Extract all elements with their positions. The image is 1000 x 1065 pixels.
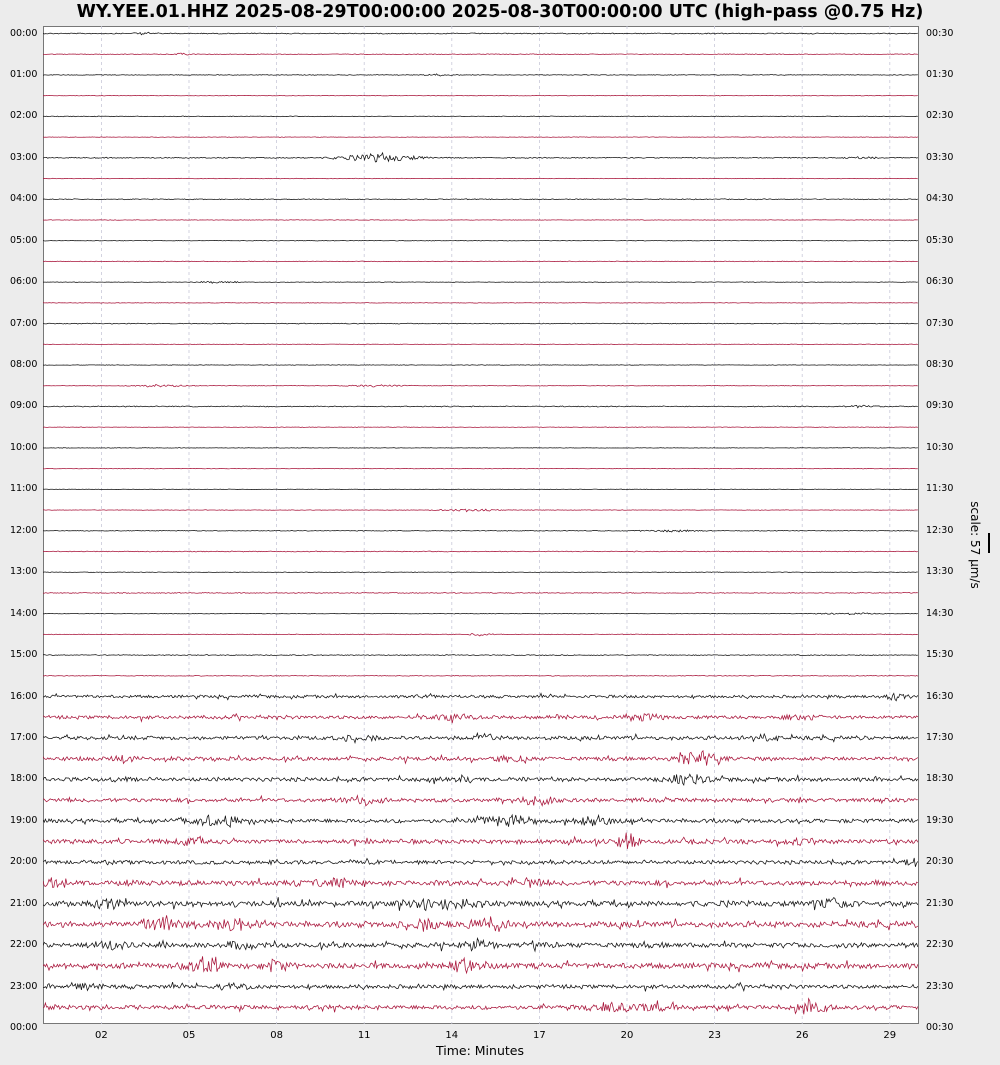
row-label-left: 23:00 bbox=[10, 980, 38, 992]
row-label-right: 14:30 bbox=[926, 607, 954, 619]
x-tick-label: 26 bbox=[795, 1030, 809, 1041]
trace-row-12 bbox=[43, 281, 918, 283]
trace-row-46 bbox=[43, 982, 918, 991]
trace-row-6 bbox=[43, 153, 918, 162]
row-label-left: 18:00 bbox=[10, 773, 38, 785]
trace-row-19 bbox=[43, 427, 918, 428]
row-label-right: 10:30 bbox=[926, 441, 954, 453]
trace-row-34 bbox=[43, 733, 918, 742]
row-label-right: 08:30 bbox=[926, 359, 954, 371]
trace-row-32 bbox=[43, 693, 918, 700]
trace-row-40 bbox=[43, 858, 918, 867]
row-label-right: 09:30 bbox=[926, 400, 954, 412]
row-label-left: 03:00 bbox=[10, 151, 38, 163]
trace-row-27 bbox=[43, 592, 918, 593]
row-label-right: 05:30 bbox=[926, 234, 954, 246]
row-label-left: 07:00 bbox=[10, 317, 38, 329]
trace-row-28 bbox=[43, 613, 918, 615]
trace-row-1 bbox=[43, 53, 918, 55]
trace-row-43 bbox=[43, 915, 918, 931]
trace-row-45 bbox=[43, 956, 918, 973]
trace-row-10 bbox=[43, 240, 918, 241]
trace-row-30 bbox=[43, 655, 918, 656]
x-tick-label: 20 bbox=[620, 1030, 634, 1041]
row-label-right: 21:30 bbox=[926, 897, 954, 909]
trace-row-29 bbox=[43, 634, 918, 636]
vertical-gridlines bbox=[101, 26, 889, 1024]
trace-row-11 bbox=[43, 261, 918, 262]
trace-row-2 bbox=[43, 74, 918, 76]
trace-row-7 bbox=[43, 178, 918, 179]
row-label-right: 07:30 bbox=[926, 317, 954, 329]
row-label-left: 22:00 bbox=[10, 939, 38, 951]
row-label-right: 23:30 bbox=[926, 980, 954, 992]
trace-row-37 bbox=[43, 796, 918, 806]
row-label-left: 02:00 bbox=[10, 110, 38, 122]
row-label-right: 18:30 bbox=[926, 773, 954, 785]
trace-row-8 bbox=[43, 199, 918, 200]
row-label-right: 04:30 bbox=[926, 193, 954, 205]
row-label-right: 20:30 bbox=[926, 856, 954, 868]
x-axis-label: Time: Minutes bbox=[436, 1043, 524, 1058]
row-label-right: 00:30 bbox=[926, 27, 954, 39]
x-tick-label: 11 bbox=[357, 1030, 371, 1041]
scale-bar bbox=[988, 533, 990, 553]
trace-row-9 bbox=[43, 220, 918, 221]
seismogram-traces bbox=[43, 26, 919, 1024]
row-label-left: 19:00 bbox=[10, 814, 38, 826]
x-tick-label: 08 bbox=[270, 1030, 283, 1041]
row-label-right: 11:30 bbox=[926, 483, 954, 495]
trace-row-42 bbox=[43, 897, 918, 911]
trace-row-14 bbox=[43, 323, 918, 324]
x-tick-label: 02 bbox=[95, 1030, 108, 1041]
row-label-left: 20:00 bbox=[10, 856, 38, 868]
row-label-right: 17:30 bbox=[926, 731, 954, 743]
trace-row-33 bbox=[43, 714, 918, 723]
row-label-left: 10:00 bbox=[10, 441, 38, 453]
row-label-right: 00:30 bbox=[926, 1022, 954, 1034]
trace-rows bbox=[43, 32, 918, 1014]
row-label-left: 16:00 bbox=[10, 690, 38, 702]
row-label-left: 01:00 bbox=[10, 68, 38, 80]
row-label-right: 12:30 bbox=[926, 524, 954, 536]
scale-label: scale: 57 µm/s bbox=[968, 501, 982, 589]
trace-row-22 bbox=[43, 489, 918, 490]
row-label-right: 06:30 bbox=[926, 276, 954, 288]
x-tick-label: 29 bbox=[883, 1030, 897, 1041]
x-tick-label: 05 bbox=[182, 1030, 196, 1041]
chart-title: WY.YEE.01.HHZ 2025-08-29T00:00:00 2025-08-30T00:00:00 UTC (high-pass @0.75 Hz) bbox=[76, 2, 924, 22]
trace-row-13 bbox=[43, 303, 918, 304]
trace-row-39 bbox=[43, 833, 918, 849]
trace-row-47 bbox=[43, 999, 918, 1015]
trace-row-17 bbox=[43, 384, 918, 387]
trace-row-5 bbox=[43, 137, 918, 138]
trace-row-25 bbox=[43, 551, 918, 552]
trace-row-26 bbox=[43, 572, 918, 573]
row-label-left: 08:00 bbox=[10, 359, 38, 371]
x-tick-label: 14 bbox=[445, 1030, 459, 1041]
trace-row-38 bbox=[43, 815, 918, 827]
row-label-right: 03:30 bbox=[926, 151, 954, 163]
row-label-left: 21:00 bbox=[10, 897, 38, 909]
row-label-left: 11:00 bbox=[10, 483, 38, 495]
trace-row-31 bbox=[43, 675, 918, 676]
row-label-left: 00:00 bbox=[10, 1022, 38, 1034]
trace-row-3 bbox=[43, 95, 918, 96]
trace-row-23 bbox=[43, 509, 918, 512]
row-label-right: 13:30 bbox=[926, 566, 954, 578]
trace-row-44 bbox=[43, 938, 918, 951]
row-label-right: 02:30 bbox=[926, 110, 954, 122]
row-label-left: 05:00 bbox=[10, 234, 38, 246]
row-label-left: 12:00 bbox=[10, 524, 38, 536]
row-label-right: 01:30 bbox=[926, 68, 954, 80]
trace-row-21 bbox=[43, 468, 918, 469]
trace-row-35 bbox=[43, 751, 918, 766]
row-label-left: 06:00 bbox=[10, 276, 38, 288]
row-label-left: 15:00 bbox=[10, 649, 38, 661]
row-label-left: 04:00 bbox=[10, 193, 38, 205]
trace-row-0 bbox=[43, 32, 918, 34]
trace-row-36 bbox=[43, 774, 918, 785]
row-label-right: 19:30 bbox=[926, 814, 954, 826]
trace-row-41 bbox=[43, 877, 918, 888]
row-label-left: 13:00 bbox=[10, 566, 38, 578]
row-label-left: 09:00 bbox=[10, 400, 38, 412]
trace-row-16 bbox=[43, 365, 918, 366]
trace-row-20 bbox=[43, 448, 918, 449]
row-label-right: 22:30 bbox=[926, 939, 954, 951]
x-tick-label: 23 bbox=[708, 1030, 721, 1041]
x-tick-label: 17 bbox=[533, 1030, 546, 1041]
trace-row-4 bbox=[43, 116, 918, 117]
row-label-left: 14:00 bbox=[10, 607, 38, 619]
row-label-right: 15:30 bbox=[926, 649, 954, 661]
row-label-right: 16:30 bbox=[926, 690, 954, 702]
trace-row-24 bbox=[43, 530, 918, 532]
trace-row-15 bbox=[43, 344, 918, 345]
trace-row-18 bbox=[43, 405, 918, 408]
row-label-left: 00:00 bbox=[10, 27, 38, 39]
row-label-left: 17:00 bbox=[10, 731, 38, 743]
